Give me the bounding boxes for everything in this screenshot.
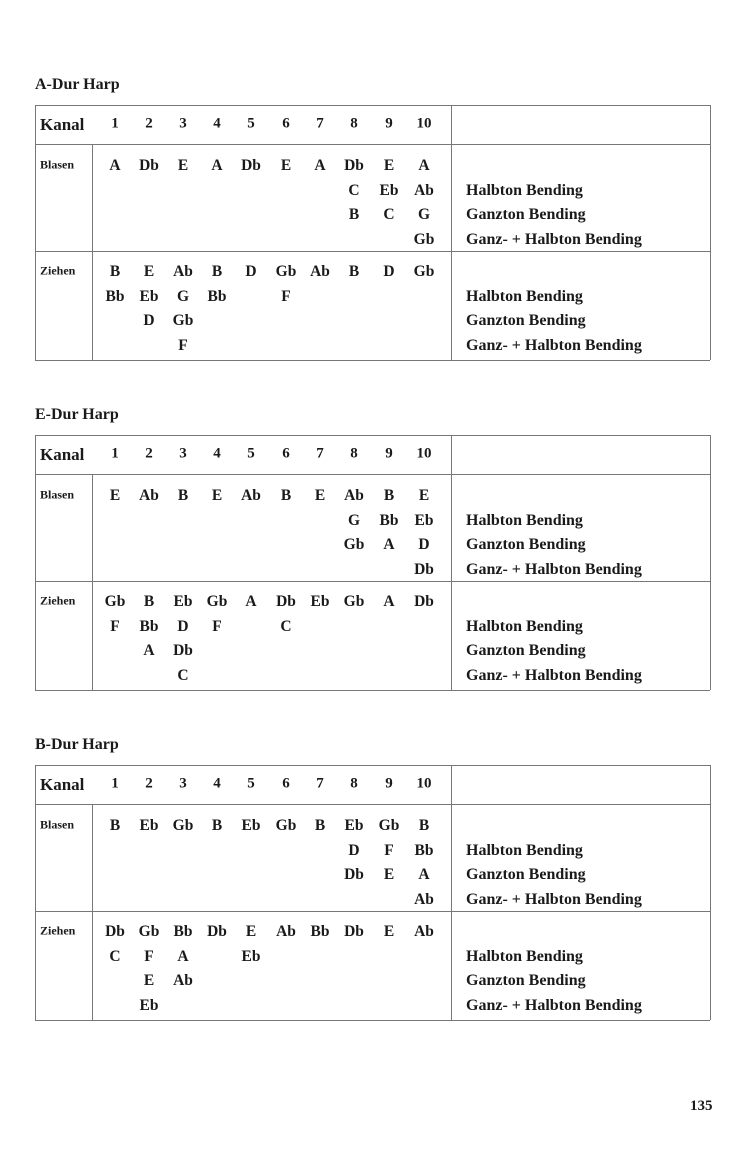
bending-label: Ganzton Bending — [466, 866, 586, 884]
note-cell: A — [109, 157, 121, 174]
bending-label: Halbton Bending — [466, 181, 583, 199]
bending-label: Ganzton Bending — [466, 536, 586, 554]
note-cell: Eb — [241, 947, 261, 965]
bending-label: Ganzton Bending — [466, 206, 586, 224]
note-cell: Ab — [173, 263, 193, 280]
note-cell: B — [109, 817, 121, 834]
note-cell: G — [347, 511, 361, 529]
note-cell: E — [143, 263, 155, 280]
note-cell: Bb — [414, 841, 434, 859]
channel-number: 3 — [179, 445, 187, 462]
note-cell: E — [383, 923, 395, 940]
note-cell: F — [110, 617, 120, 635]
note-cell: B — [109, 263, 121, 280]
table-row-divider — [35, 581, 710, 582]
row-label-blasen: Blasen — [40, 487, 75, 502]
bending-label: Halbton Bending — [466, 511, 583, 529]
note-cell: G — [417, 206, 431, 224]
note-cell: A — [314, 157, 326, 174]
note-cell: B — [348, 206, 360, 224]
row-label-blasen: Blasen — [40, 817, 75, 832]
bending-label: Ganz- + Halbton Bending — [466, 230, 642, 248]
note-cell: E — [245, 923, 257, 940]
channel-number: 9 — [385, 445, 393, 462]
note-cell: B — [314, 817, 326, 834]
kanal-header: Kanal — [40, 115, 85, 134]
channel-number: 6 — [282, 445, 290, 462]
table-border-right — [710, 765, 711, 1020]
note-cell: Ab — [414, 923, 434, 940]
note-cell: A — [418, 866, 430, 884]
table-border-bottom — [35, 690, 710, 691]
note-cell: Db — [414, 593, 434, 610]
bending-label: Halbton Bending — [466, 287, 583, 305]
channel-number: 3 — [179, 115, 187, 132]
channel-number: 2 — [145, 115, 153, 132]
channel-number: 5 — [247, 775, 255, 792]
note-cell: Db — [414, 560, 434, 578]
table-header-divider — [35, 474, 710, 475]
note-cell: D — [177, 617, 189, 635]
kanal-header: Kanal — [40, 445, 85, 464]
table-header-divider — [35, 804, 710, 805]
note-cell: Bb — [173, 923, 193, 940]
bending-label: Ganz- + Halbton Bending — [466, 560, 642, 578]
note-cell: Ab — [414, 890, 434, 908]
note-cell: F — [144, 947, 154, 965]
note-cell: E — [418, 487, 430, 504]
table-row-divider — [35, 251, 710, 252]
channel-number: 4 — [213, 445, 221, 462]
note-cell: D — [143, 312, 155, 330]
note-cell: Gb — [343, 593, 365, 610]
note-cell: G — [176, 287, 190, 305]
note-cell: Gb — [104, 593, 126, 610]
note-cell: Db — [173, 642, 193, 660]
note-cell: C — [109, 947, 121, 965]
section-title: A-Dur Harp — [35, 76, 120, 93]
bending-label: Ganzton Bending — [466, 972, 586, 990]
table-border-bottom — [35, 1020, 710, 1021]
channel-number: 3 — [179, 775, 187, 792]
page-number: 135 — [690, 1098, 713, 1114]
note-cell: A — [245, 593, 257, 610]
note-cell: D — [245, 263, 257, 280]
bending-label: Ganz- + Halbton Bending — [466, 666, 642, 684]
note-cell: C — [348, 181, 360, 199]
table-border-top — [35, 765, 710, 766]
note-cell: A — [211, 157, 223, 174]
channel-number: 10 — [416, 775, 432, 792]
note-cell: B — [211, 817, 223, 834]
note-cell: Ab — [139, 487, 159, 504]
note-cell: Db — [344, 157, 364, 174]
note-cell: Eb — [310, 593, 330, 610]
note-cell: Bb — [139, 617, 159, 635]
table-label-separator — [92, 474, 93, 690]
bending-label: Ganz- + Halbton Bending — [466, 890, 642, 908]
channel-number: 1 — [111, 445, 119, 462]
table-row-divider — [35, 911, 710, 912]
note-cell: E — [314, 487, 326, 504]
table-label-separator — [92, 144, 93, 360]
note-cell: F — [212, 617, 222, 635]
channel-number: 10 — [416, 445, 432, 462]
channel-number: 8 — [350, 445, 358, 462]
note-cell: Bb — [105, 287, 125, 305]
note-cell: E — [211, 487, 223, 504]
row-label-ziehen: Ziehen — [40, 593, 76, 608]
channel-number: 2 — [145, 775, 153, 792]
note-cell: Gb — [378, 817, 400, 834]
channel-number: 4 — [213, 775, 221, 792]
channel-number: 7 — [316, 445, 324, 462]
row-label-blasen: Blasen — [40, 157, 75, 172]
note-cell: Eb — [344, 817, 364, 834]
table-border-right — [710, 105, 711, 360]
channel-number: 1 — [111, 775, 119, 792]
note-cell: B — [348, 263, 360, 280]
channel-number: 10 — [416, 115, 432, 132]
note-cell: Gb — [343, 536, 365, 554]
section-title: B-Dur Harp — [35, 736, 119, 753]
note-cell: E — [109, 487, 121, 504]
table-label-separator — [92, 804, 93, 1020]
channel-number: 6 — [282, 115, 290, 132]
note-cell: A — [177, 947, 189, 965]
note-cell: A — [383, 536, 395, 554]
bending-label: Ganzton Bending — [466, 312, 586, 330]
note-cell: Bb — [310, 923, 330, 940]
note-cell: Gb — [275, 263, 297, 280]
channel-number: 7 — [316, 115, 324, 132]
section-title: E-Dur Harp — [35, 406, 119, 423]
note-cell: Eb — [139, 817, 159, 834]
note-cell: D — [348, 841, 360, 859]
note-cell: Eb — [414, 511, 434, 529]
channel-number: 9 — [385, 115, 393, 132]
bending-label: Halbton Bending — [466, 947, 583, 965]
note-cell: Gb — [206, 593, 228, 610]
table-border-top — [35, 435, 710, 436]
note-cell: Gb — [275, 817, 297, 834]
note-cell: Ab — [276, 923, 296, 940]
note-cell: Eb — [173, 593, 193, 610]
table-border-bottom — [35, 360, 710, 361]
note-cell: Ab — [344, 487, 364, 504]
note-cell: A — [143, 642, 155, 660]
note-cell: Db — [207, 923, 227, 940]
note-cell: Gb — [172, 817, 194, 834]
note-cell: Eb — [379, 181, 399, 199]
bending-label: Halbton Bending — [466, 617, 583, 635]
note-cell: E — [143, 972, 155, 990]
channel-number: 7 — [316, 775, 324, 792]
note-cell: Ab — [414, 181, 434, 199]
channel-number: 8 — [350, 775, 358, 792]
note-cell: E — [383, 157, 395, 174]
bending-label: Ganzton Bending — [466, 642, 586, 660]
note-cell: Gb — [172, 312, 194, 330]
note-cell: Gb — [138, 923, 160, 940]
note-cell: E — [383, 866, 395, 884]
note-cell: D — [418, 536, 430, 554]
note-cell: Db — [139, 157, 159, 174]
note-cell: Eb — [139, 996, 159, 1014]
note-cell: B — [177, 487, 189, 504]
channel-number: 6 — [282, 775, 290, 792]
note-cell: F — [281, 287, 291, 305]
kanal-header: Kanal — [40, 775, 85, 794]
note-cell: Gb — [413, 263, 435, 280]
note-cell: Eb — [139, 287, 159, 305]
note-cell: Db — [276, 593, 296, 610]
bending-label: Ganz- + Halbton Bending — [466, 336, 642, 354]
table-header-divider — [35, 144, 710, 145]
note-cell: B — [280, 487, 292, 504]
note-cell: Db — [344, 866, 364, 884]
note-cell: C — [177, 666, 189, 684]
bending-label: Halbton Bending — [466, 841, 583, 859]
note-cell: Bb — [379, 511, 399, 529]
note-cell: D — [383, 263, 395, 280]
note-cell: Db — [241, 157, 261, 174]
note-cell: Db — [105, 923, 125, 940]
channel-number: 8 — [350, 115, 358, 132]
note-cell: Bb — [207, 287, 227, 305]
note-cell: B — [211, 263, 223, 280]
bending-label: Ganz- + Halbton Bending — [466, 996, 642, 1014]
channel-number: 5 — [247, 115, 255, 132]
note-cell: Db — [344, 923, 364, 940]
note-cell: Ab — [173, 972, 193, 990]
row-label-ziehen: Ziehen — [40, 923, 76, 938]
note-cell: Ab — [310, 263, 330, 280]
note-cell: A — [418, 157, 430, 174]
channel-number: 2 — [145, 445, 153, 462]
channel-number: 1 — [111, 115, 119, 132]
note-cell: B — [418, 817, 430, 834]
note-cell: Eb — [241, 817, 261, 834]
note-cell: B — [143, 593, 155, 610]
table-border-top — [35, 105, 710, 106]
table-border-right — [710, 435, 711, 690]
channel-number: 9 — [385, 775, 393, 792]
note-cell: C — [280, 617, 292, 635]
channel-number: 5 — [247, 445, 255, 462]
row-label-ziehen: Ziehen — [40, 263, 76, 278]
note-cell: C — [383, 206, 395, 224]
note-cell: A — [383, 593, 395, 610]
note-cell: B — [383, 487, 395, 504]
note-cell: F — [178, 336, 188, 354]
note-cell: Gb — [413, 230, 435, 248]
note-cell: E — [280, 157, 292, 174]
channel-number: 4 — [213, 115, 221, 132]
note-cell: E — [177, 157, 189, 174]
note-cell: F — [384, 841, 394, 859]
note-cell: Ab — [241, 487, 261, 504]
